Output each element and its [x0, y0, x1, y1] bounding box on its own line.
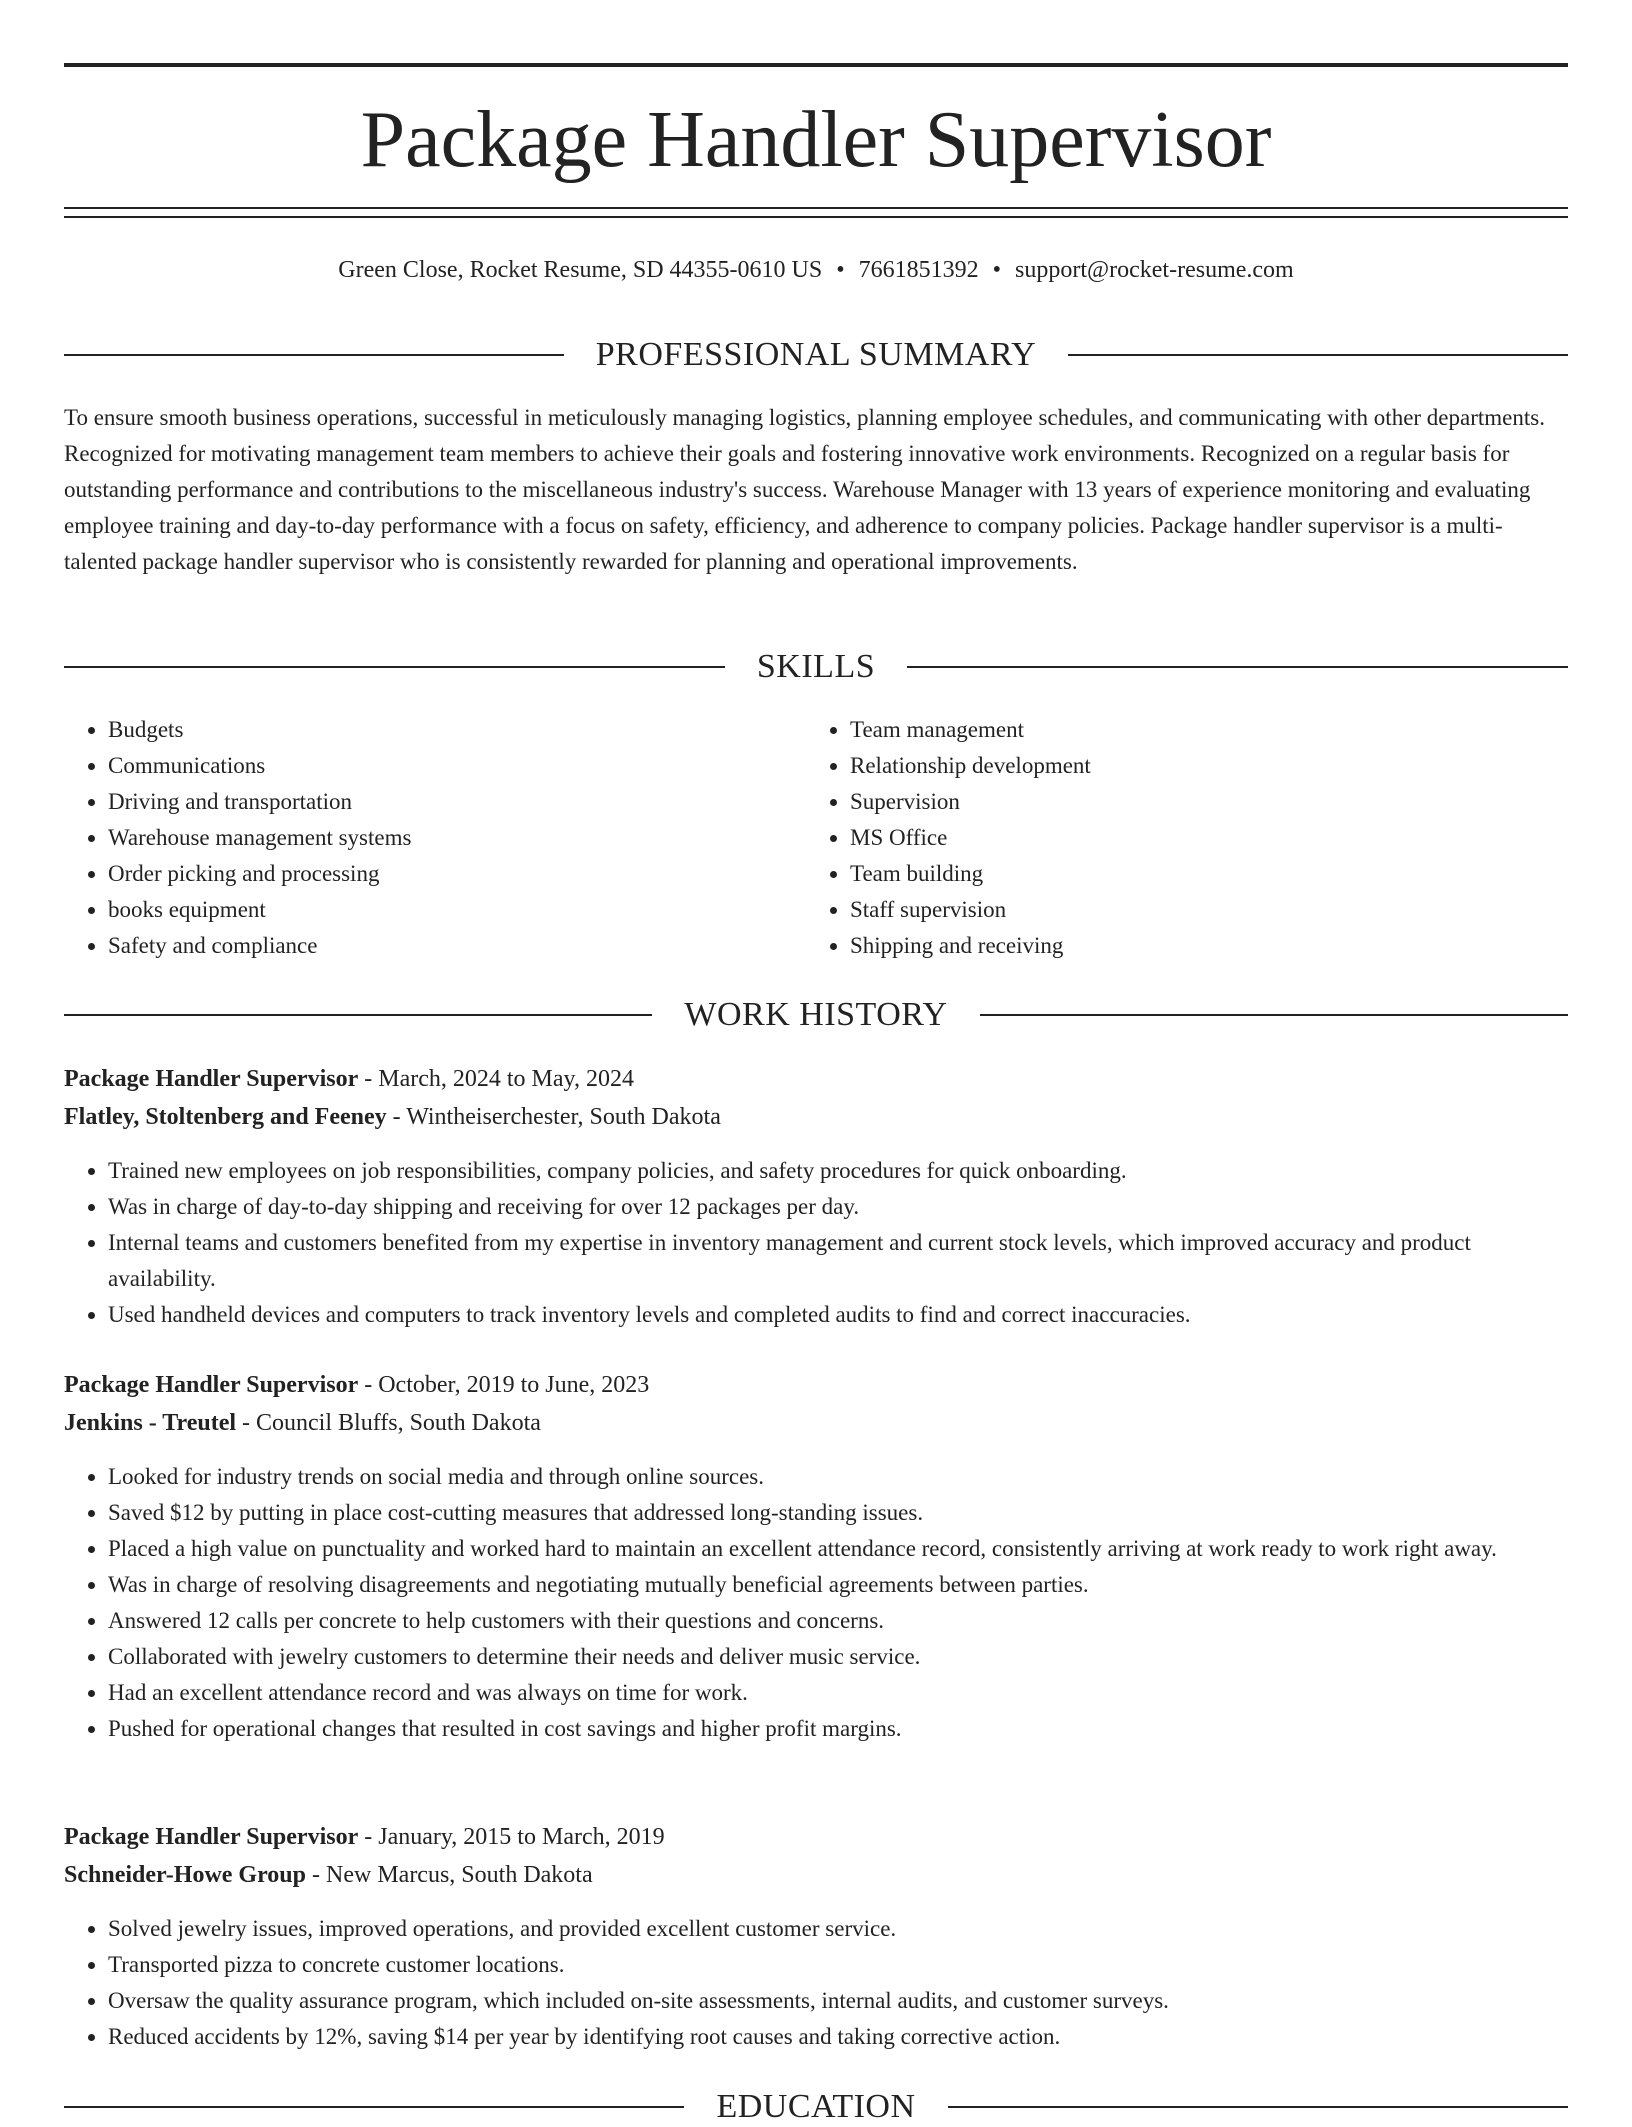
heading-rule: [1068, 354, 1568, 356]
contact-phone: 7661851392: [858, 257, 979, 283]
section-title: WORK HISTORY: [684, 996, 948, 1033]
job-bullets: [64, 1911, 1568, 2055]
job-bullet: • Used handheld devices and computers to track inventory levels and completed audits to find and correct inaccuracies.: [108, 1297, 1568, 1333]
heading-rule: [64, 1014, 652, 1016]
job-location: - Wintheiserchester, South Dakota: [386, 1104, 721, 1130]
skill-item: • Order picking and processing: [108, 856, 806, 892]
job-company-line: [64, 1405, 1568, 1443]
header-rule-lower: [64, 216, 1568, 218]
contact-separator: •: [836, 257, 845, 283]
skill-item: • Supervision: [850, 784, 1548, 820]
job-dates: - January, 2015 to March, 2019: [358, 1824, 665, 1850]
summary-text: To ensure smooth business operations, successful in meticulously managing logistics, planning employee schedules, and communicating with other departments. Recognized for motivating management team members to achieve their goals and fostering innovative work environments. Recognized on a regular basis for outstanding performance and contributions to the miscellaneous industry's success. Warehouse Manager with 13 years of experience monitoring and evaluating employee training and day-to-day performance with a focus on safety, efficiency, and adherence to company policies. Package handler supervisor is a multi-talented package handler supervisor who is consistently rewarded for planning and operational improvements.: [64, 405, 1545, 574]
skills-column-left: [64, 712, 806, 964]
job-company-line: [64, 1857, 1568, 1895]
job-title-line: [64, 1819, 1568, 1857]
skill-item: • Communications: [108, 748, 806, 784]
job-company-line: [64, 1099, 1568, 1137]
job-bullets: [64, 1153, 1568, 1333]
section-title: EDUCATION: [716, 2088, 916, 2125]
job-bullet: • Answered 12 calls per concrete to help customers with their questions and concerns.: [108, 1603, 1568, 1639]
section-title: PROFESSIONAL SUMMARY: [595, 336, 1037, 373]
header-rule-upper: [64, 207, 1568, 209]
job-location: - New Marcus, South Dakota: [306, 1862, 593, 1888]
skill-item: • Warehouse management systems: [108, 820, 806, 856]
job-entry: [64, 1367, 1568, 1747]
job-bullet: • Had an excellent attendance record and was always on time for work.: [108, 1675, 1568, 1711]
job-title-line: [64, 1367, 1568, 1405]
skill-item: • Budgets: [108, 712, 806, 748]
job-bullet: • Pushed for operational changes that resulted in cost savings and higher profit margins.: [108, 1711, 1568, 1747]
job-title: Package Handler Supervisor: [64, 1824, 359, 1850]
job-bullet: • Internal teams and customers benefited from my expertise in inventory management and current stock levels, which improved accuracy and product availability.: [108, 1225, 1568, 1297]
heading-rule: [907, 666, 1568, 668]
section-heading-skills: [64, 647, 1568, 687]
job-entry: [64, 1819, 1568, 2055]
job-dates: - March, 2024 to May, 2024: [358, 1066, 634, 1092]
job-bullets: [64, 1459, 1568, 1747]
job-bullet: • Trained new employees on job responsibilities, company policies, and safety procedures for quick onboarding.: [108, 1153, 1568, 1189]
skill-item: • MS Office: [850, 820, 1548, 856]
job-bullet: • Saved $12 by putting in place cost-cutting measures that addressed long-standing issues.: [108, 1495, 1568, 1531]
section-heading-work-history: [64, 995, 1568, 1035]
skill-item: • Driving and transportation: [108, 784, 806, 820]
skills-column-right: [806, 712, 1548, 964]
heading-rule: [64, 354, 564, 356]
header-top-rule: [64, 63, 1568, 67]
heading-rule: [980, 1014, 1568, 1016]
job-bullet: • Was in charge of resolving disagreements and negotiating mutually beneficial agreements between parties.: [108, 1567, 1568, 1603]
job-title: Package Handler Supervisor: [64, 1066, 359, 1092]
heading-rule: [64, 2106, 684, 2108]
skill-item: • Relationship development: [850, 748, 1548, 784]
page-title: Package Handler Supervisor: [360, 96, 1272, 184]
job-dates: - October, 2019 to June, 2023: [358, 1372, 650, 1398]
skill-item: • Shipping and receiving: [850, 928, 1548, 964]
job-bullet: • Placed a high value on punctuality and worked hard to maintain an excellent attendance record, consistently arriving at work ready to work right away.: [108, 1531, 1568, 1567]
job-bullet: • Collaborated with jewelry customers to determine their needs and deliver music service.: [108, 1639, 1568, 1675]
job-bullet: • Looked for industry trends on social media and through online sources.: [108, 1459, 1568, 1495]
contact-email: support@rocket-resume.com: [1015, 257, 1294, 283]
skills-list: [64, 712, 1568, 964]
job-title-line: [64, 1061, 1568, 1099]
job-company: Flatley, Stoltenberg and Feeney: [64, 1104, 387, 1130]
heading-rule: [948, 2106, 1568, 2108]
section-title: SKILLS: [756, 648, 876, 685]
job-location: - Council Bluffs, South Dakota: [236, 1410, 541, 1436]
job-title: Package Handler Supervisor: [64, 1372, 359, 1398]
job-company: Jenkins - Treutel: [64, 1410, 237, 1436]
job-bullet: • Was in charge of day-to-day shipping and receiving for over 12 packages per day.: [108, 1189, 1568, 1225]
section-heading-education: [64, 2087, 1568, 2127]
skill-item: • Safety and compliance: [108, 928, 806, 964]
job-bullet: • Solved jewelry issues, improved operations, and provided excellent customer service.: [108, 1911, 1568, 1947]
contact-address: Green Close, Rocket Resume, SD 44355-0610 US: [338, 257, 823, 283]
job-entry: [64, 1061, 1568, 1333]
job-bullet: • Transported pizza to concrete customer locations.: [108, 1947, 1568, 1983]
job-company: Schneider-Howe Group: [64, 1862, 307, 1888]
heading-rule: [64, 666, 725, 668]
job-bullet: • Reduced accidents by 12%, saving $14 per year by identifying root causes and taking corrective action.: [108, 2019, 1568, 2055]
skill-item: • Team management: [850, 712, 1548, 748]
contact-line: [64, 254, 1568, 286]
skill-item: • Staff supervision: [850, 892, 1548, 928]
skill-item: • Team building: [850, 856, 1548, 892]
job-bullet: • Oversaw the quality assurance program, which included on-site assessments, internal audits, and customer surveys.: [108, 1983, 1568, 2019]
contact-separator: •: [992, 257, 1002, 283]
section-heading-summary: [64, 335, 1568, 375]
skill-item: • books equipment: [108, 892, 806, 928]
